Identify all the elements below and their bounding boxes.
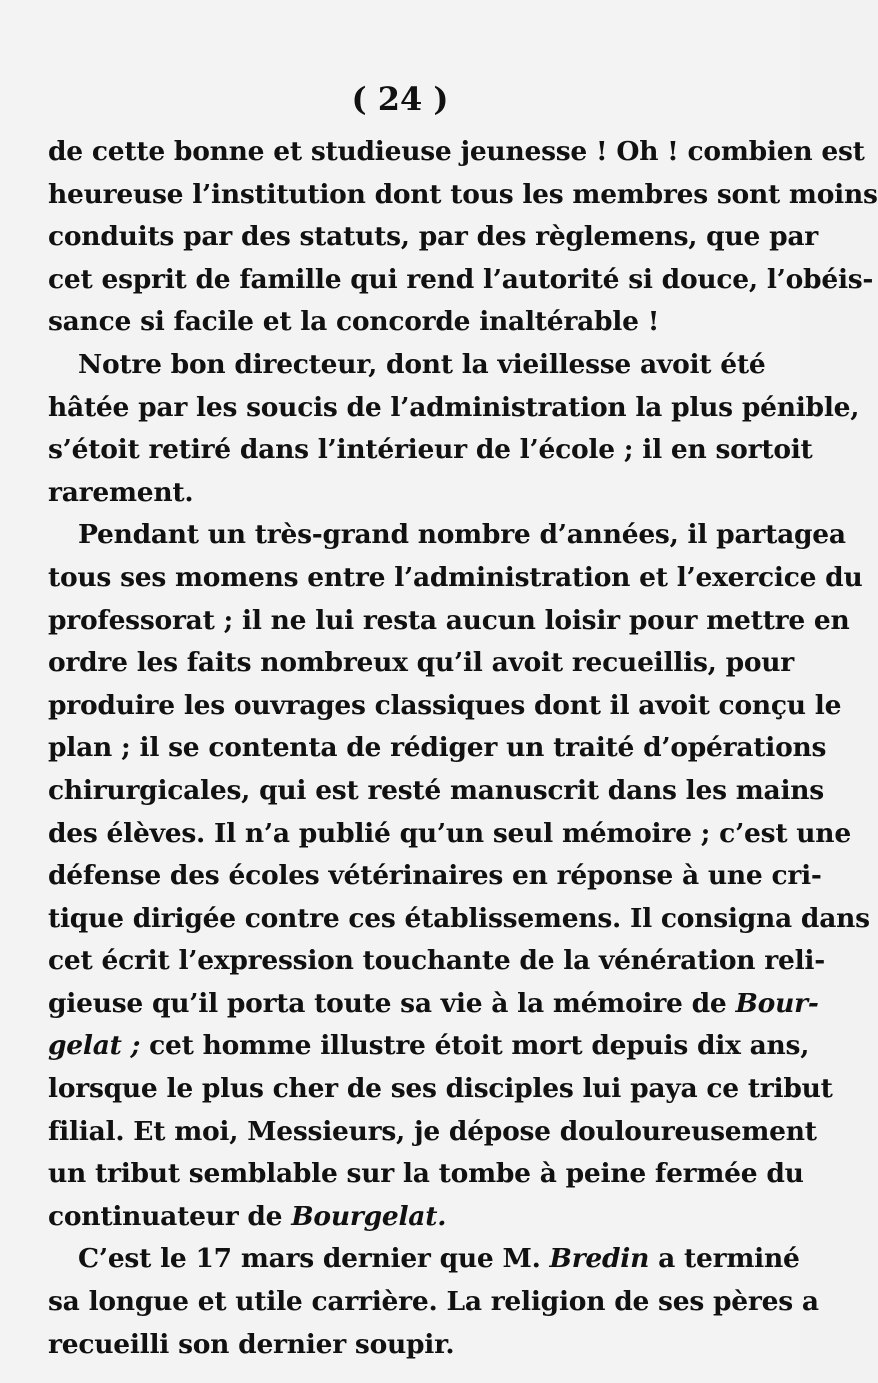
text-line: tique dirigée contre ces établissemens. Il consigna dans [48, 902, 870, 934]
text-line: rarement. [48, 476, 194, 508]
text-line-mixed [48, 983, 819, 1026]
italic-name: gelat ; [48, 1030, 141, 1062]
text-line-mixed [48, 1025, 810, 1068]
text-line: hâtée par les soucis de l’administration la plus pénible, [48, 391, 860, 423]
body-text [48, 131, 878, 1366]
text-line: ordre les faits nombreux qu’il avoit recueillis, pour [48, 647, 794, 679]
text-line: s’étoit retiré dans l’intérieur de l’école ; il en sortoit [48, 434, 813, 466]
italic-name: Bredin [549, 1243, 650, 1275]
text-segment: continuateur de [48, 1200, 283, 1232]
text-line: un tribut semblable sur la tombe à peine fermée du [48, 1158, 804, 1190]
text-line: filial. Et moi, Messieurs, je dépose douloureusement [48, 1115, 817, 1147]
italic-name: Bour- [735, 987, 819, 1019]
text-line: cet esprit de famille qui rend l’autorité si douce, l’obéis- [48, 263, 874, 295]
text-line: Notre bon directeur, dont la vieillesse avoit été [78, 348, 766, 380]
text-line: lorsque le plus cher de ses disciples lui paya ce tribut [48, 1073, 833, 1105]
text-line: plan ; il se contenta de rédiger un traité d’opérations [48, 732, 827, 764]
text-line: recueilli son dernier soupir. [48, 1328, 455, 1360]
text-line: de cette bonne et studieuse jeunesse ! Oh ! combien est [48, 136, 865, 167]
text-segment: cet homme illustre étoit mort depuis dix ans, [149, 1030, 810, 1062]
italic-name: Bourgelat. [291, 1200, 447, 1232]
text-segment: a terminé [658, 1243, 800, 1275]
text-line-mixed [48, 1196, 752, 1239]
text-line: produire les ouvrages classiques dont il avoit conçu le [48, 689, 842, 721]
text-line: tous ses momens entre l’administration et l’exercice du [48, 561, 863, 593]
text-line: conduits par des statuts, par des règlemens, que par [48, 221, 818, 253]
text-line: chirurgicales, qui est resté manuscrit dans les mains [48, 774, 824, 806]
text-line: cet écrit l’expression touchante de la vénération reli- [48, 945, 825, 977]
text-line: sance si facile et la concorde inaltérable ! [48, 306, 660, 338]
text-line-mixed [48, 1238, 800, 1281]
text-line: défense des écoles vétérinaires en réponse à une cri- [48, 860, 822, 892]
page-number: ( 24 ) [351, 80, 449, 118]
text-line: professorat ; il ne lui resta aucun loisir pour mettre en [48, 604, 850, 636]
text-segment: gieuse qu’il porta toute sa vie à la mémoire de [48, 987, 727, 1019]
text-line: des élèves. Il n’a publié qu’un seul mémoire ; c’est une [48, 817, 851, 849]
text-line: Pendant un très-grand nombre d’années, il partagea [78, 519, 846, 551]
text-line: heureuse l’institution dont tous les membres sont moins [48, 178, 878, 210]
text-line: sa longue et utile carrière. La religion de ses pères a [48, 1286, 819, 1318]
text-segment: C’est le 17 mars dernier que M. [78, 1243, 541, 1275]
